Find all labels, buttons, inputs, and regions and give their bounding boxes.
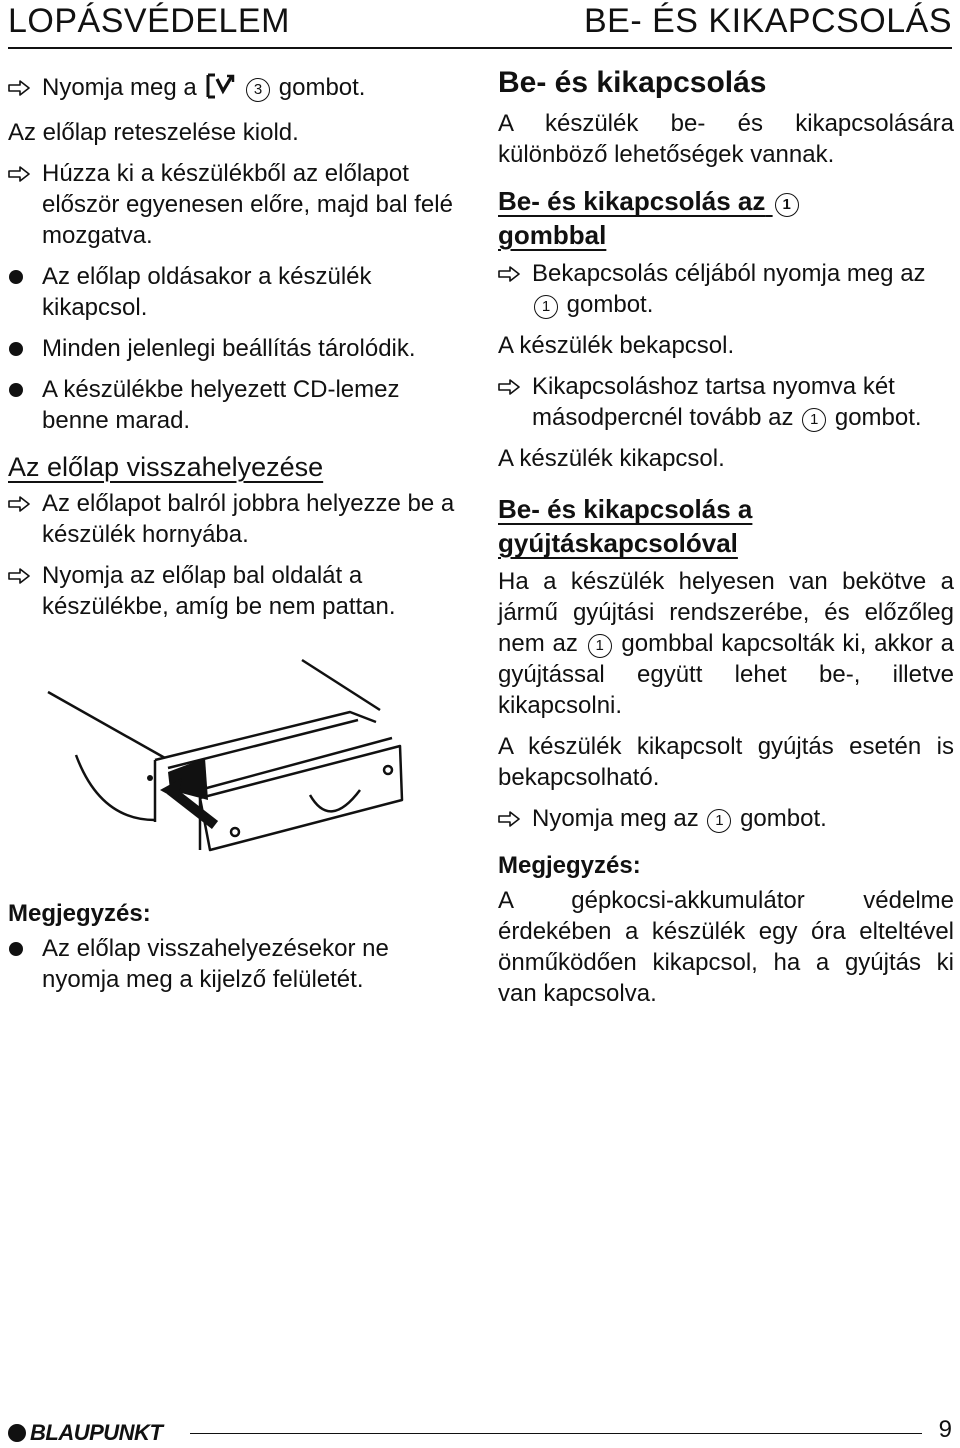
result-text: Az előlap reteszelése kiold. bbox=[8, 119, 299, 146]
step-insert-faceplate: Az előlapot balról jobbra helyezze be a készülék hornyába. bbox=[8, 488, 456, 550]
brand-logo: BLAUPUNKT bbox=[8, 1420, 162, 1446]
button-number-badge: 3 bbox=[246, 78, 270, 102]
faceplate-illustration bbox=[40, 650, 420, 890]
bullet-item: Az előlap visszahelyezésekor ne nyomja meg a kijelző felületét. bbox=[8, 933, 456, 995]
section-title: Be- és kikapcsolás bbox=[498, 66, 767, 99]
subheading-ignition: Be- és kikapcsolás a gyújtáskapcsolóval bbox=[498, 494, 753, 558]
filled-dot-icon bbox=[8, 333, 38, 364]
page-title-right: BE- ÉS KIKAPCSOLÁS bbox=[583, 2, 952, 40]
step-press-release: Nyomja meg a 3 gombot. bbox=[8, 72, 456, 107]
page-title-left: LOPÁSVÉDELEM bbox=[8, 2, 290, 40]
arrow-right-outline-icon bbox=[8, 488, 38, 519]
button-number-badge: 1 bbox=[707, 809, 731, 833]
filled-dot-icon bbox=[8, 261, 38, 292]
intro-text: A készülék be- és kikapcsolására különböző lehetőségek vannak. bbox=[498, 110, 954, 168]
arrow-right-outline-icon bbox=[498, 803, 528, 834]
footer bbox=[8, 1416, 952, 1446]
right-column bbox=[498, 64, 954, 1009]
button-number-badge: 1 bbox=[588, 634, 612, 658]
result-text: A készülék kikapcsol. bbox=[498, 445, 725, 472]
result-text: A készülék bekapcsol. bbox=[498, 332, 735, 359]
filled-dot-icon bbox=[8, 933, 38, 964]
arrow-right-outline-icon bbox=[8, 72, 38, 103]
ignition-paragraph: Ha a készülék helyesen van bekötve a jármű gyújtási rendszerébe, és előzőleg nem az 1 gombbal kapcsolták ki, akkor a gyújtással együtt lehet be-, illetve kikapcsolni. bbox=[498, 568, 954, 719]
note-title: Megjegyzés: bbox=[498, 852, 641, 879]
step-power-on: Bekapcsolás céljából nyomja meg az 1 gombot. bbox=[498, 258, 954, 320]
faceplate-release-icon bbox=[205, 73, 235, 107]
step-pull-faceplate: Húzza ki a készülékből az előlapot először egyenesen előre, majd bal felé mozgatva. bbox=[8, 158, 456, 251]
section-heading-reinsert: Az előlap visszahelyezése bbox=[8, 452, 324, 482]
bullet-item: A készülékbe helyezett CD-lemez benne marad. bbox=[8, 374, 456, 436]
button-number-badge: 1 bbox=[534, 295, 558, 319]
left-note bbox=[8, 898, 456, 995]
footer-rule bbox=[190, 1433, 922, 1434]
note-text: A gépkocsi-akkumulátor védelme érdekében a készülék egy óra elteltével önműködően kikapcsol, ha a gyújtás ki van kapcsolva. bbox=[498, 887, 954, 1007]
filled-dot-icon bbox=[8, 374, 38, 405]
left-column bbox=[8, 72, 456, 622]
step-power-off: Kikapcsoláshoz tartsa nyomva két másodpercnél tovább az 1 gombot. bbox=[498, 371, 954, 433]
header-rule bbox=[8, 47, 952, 49]
arrow-right-outline-icon bbox=[8, 158, 38, 189]
page-number: 9 bbox=[938, 1416, 952, 1443]
button-number-badge: 1 bbox=[775, 193, 799, 217]
brand-dot-icon bbox=[8, 1424, 26, 1442]
note-title: Megjegyzés: bbox=[8, 900, 151, 927]
arrow-right-outline-icon bbox=[498, 258, 528, 289]
button-number-badge: 1 bbox=[802, 408, 826, 432]
ignition-paragraph-2: A készülék kikapcsolt gyújtás esetén is bekapcsolható. bbox=[498, 733, 954, 791]
arrow-right-outline-icon bbox=[498, 371, 528, 402]
step-press-faceplate: Nyomja az előlap bal oldalát a készülékbe, amíg be nem pattan. bbox=[8, 560, 456, 622]
bullet-item: Az előlap oldásakor a készülék kikapcsol. bbox=[8, 261, 456, 323]
arrow-right-outline-icon bbox=[8, 560, 38, 591]
step-press-power: Nyomja meg az 1 gombot. bbox=[498, 803, 954, 834]
subheading-button-power: Be- és kikapcsolás az 1 gombbal bbox=[498, 184, 954, 252]
bullet-item: Minden jelenlegi beállítás tárolódik. bbox=[8, 333, 456, 364]
